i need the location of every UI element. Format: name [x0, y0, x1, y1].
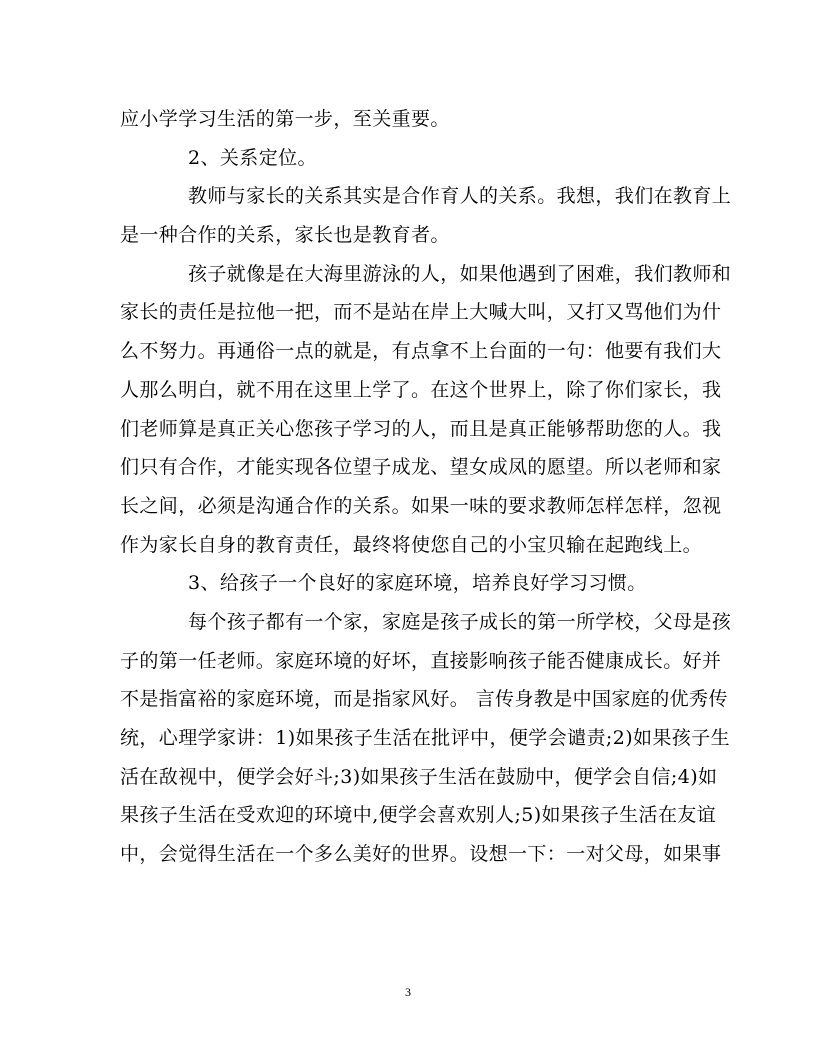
text-line: 们只有合作，才能实现各位望子成龙、望女成凤的愿望。所以老师和家 — [120, 456, 722, 479]
text-line: 2、关系定位。 — [188, 146, 317, 169]
text-line: 3、给孩子一个良好的家庭环境，培养良好学习习惯。 — [188, 572, 647, 595]
text-line: 们老师算是真正关心您孩子学习的人，而且是真正能够帮助您的人。我 — [120, 417, 722, 440]
text-line: 人那么明白，就不用在这里上学了。在这个世界上，除了你们家长，我 — [120, 378, 722, 401]
text-line: 家长的责任是拉他一把，而不是站在岸上大喊大叫，又打又骂他们为什 — [120, 301, 722, 324]
document-body — [120, 100, 732, 874]
page-number: 3 — [405, 985, 411, 999]
paragraph — [120, 564, 700, 603]
text-line: 作为家长自身的教育责任，最终将使您自己的小宝贝输在起跑线上。 — [120, 533, 703, 556]
text-line: 教师与家长的关系其实是合作育人的关系。我想，我们在教育上 — [188, 185, 732, 208]
text-line: 统，心理学家讲：1)如果孩子生活在批评中，便学会谴责;2)如果孩子生 — [120, 727, 731, 749]
text-line: 子的第一任老师。家庭环境的好坏，直接影响孩子能否健康成长。好并 — [120, 649, 722, 672]
text-line: 中，会觉得生活在一个多么美好的世界。设想一下：一对父母，如果事 — [120, 843, 722, 866]
paragraph — [120, 255, 732, 565]
text-line: 不是指富裕的家庭环境，而是指家风好。 言传身教是中国家庭的优秀传 — [120, 688, 728, 711]
text-line: 孩子就像是在大海里游泳的人，如果他遇到了困难，我们教师和 — [188, 262, 732, 285]
paragraph — [120, 139, 700, 178]
text-line: 长之间，必须是沟通合作的关系。如果一味的要求教师怎样怎样，忽视 — [120, 494, 722, 517]
text-line: 是一种合作的关系，家长也是教育者。 — [120, 224, 450, 247]
text-line: 每个孩子都有一个家，家庭是孩子成长的第一所学校，父母是孩 — [188, 610, 732, 633]
text-line: 么不努力。再通俗一点的就是，有点拿不上台面的一句：他要有我们大 — [120, 340, 722, 363]
paragraph — [120, 603, 732, 874]
text-line: 应小学学习生活的第一步，至关重要。 — [120, 108, 450, 130]
paragraph — [120, 177, 732, 254]
text-line: 活在敌视中，便学会好斗;3)如果孩子生活在鼓励中，便学会自信;4)如 — [120, 765, 718, 788]
paragraph — [120, 100, 700, 139]
text-line: 果孩子生活在受欢迎的环境中,便学会喜欢别人;5)如果孩子生活在友谊 — [120, 804, 717, 827]
